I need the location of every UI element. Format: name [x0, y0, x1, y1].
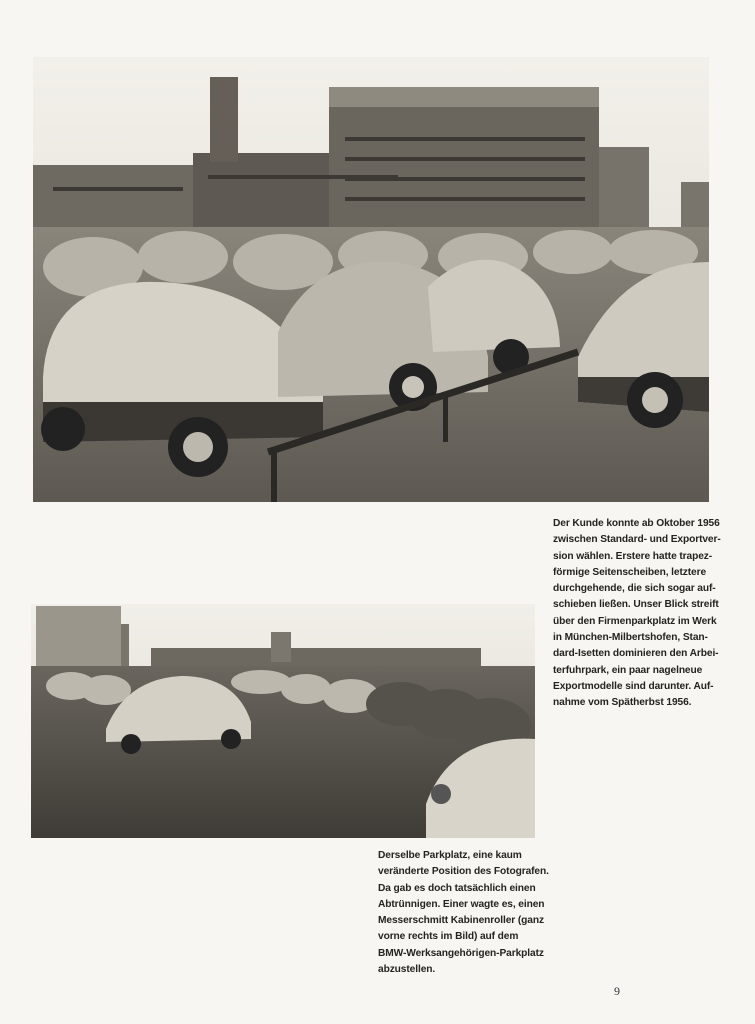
- caption-line: sion wählen. Erstere hatte trapez-: [553, 550, 713, 562]
- caption-line: Exportmodelle sind darunter. Auf-: [553, 680, 714, 692]
- caption-line: dard-Isetten dominieren den Arbei-: [553, 648, 719, 660]
- photo-parking-lot-factory-icon: [33, 57, 709, 502]
- caption-line: in München-Milbertshofen, Stan-: [553, 632, 708, 644]
- caption-line: terfuhrpark, ein paar nagelneue: [553, 664, 703, 676]
- caption-line: Der Kunde konnte ab Oktober 1956: [553, 518, 720, 529]
- caption-line: Da gab es doch tatsächlich einen: [378, 882, 536, 894]
- photo-top: [33, 57, 709, 502]
- page-number: 9: [614, 984, 620, 998]
- caption-line: BMW-Werksangehörigen-Parkplatz: [378, 947, 544, 959]
- caption-line: Abtrünnigen. Einer wagte es, einen: [378, 898, 545, 910]
- caption-top: [553, 516, 721, 712]
- photo-parking-lot-rows-icon: [31, 604, 535, 838]
- caption-line: Derselbe Parkplatz, eine kaum: [378, 850, 522, 861]
- caption-line: abzustellen.: [378, 964, 436, 976]
- caption-bottom: [378, 848, 549, 978]
- caption-line: vorne rechts im Bild) auf dem: [378, 931, 519, 943]
- caption-line: förmige Seitenscheiben, letztere: [553, 566, 707, 578]
- caption-line: durchgehende, die sich sogar auf-: [553, 583, 716, 595]
- caption-line: über den Firmenparkplatz im Werk: [553, 615, 717, 627]
- caption-line: nahme vom Spätherbst 1956.: [553, 697, 692, 709]
- caption-line: schieben ließen. Unser Blick streift: [553, 599, 719, 611]
- caption-line: veränderte Position des Fotografen.: [378, 866, 549, 878]
- caption-line: Messerschmitt Kabinenroller (ganz: [378, 915, 544, 927]
- photo-bottom: [31, 604, 535, 838]
- caption-line: zwischen Standard- und Exportver-: [553, 534, 721, 546]
